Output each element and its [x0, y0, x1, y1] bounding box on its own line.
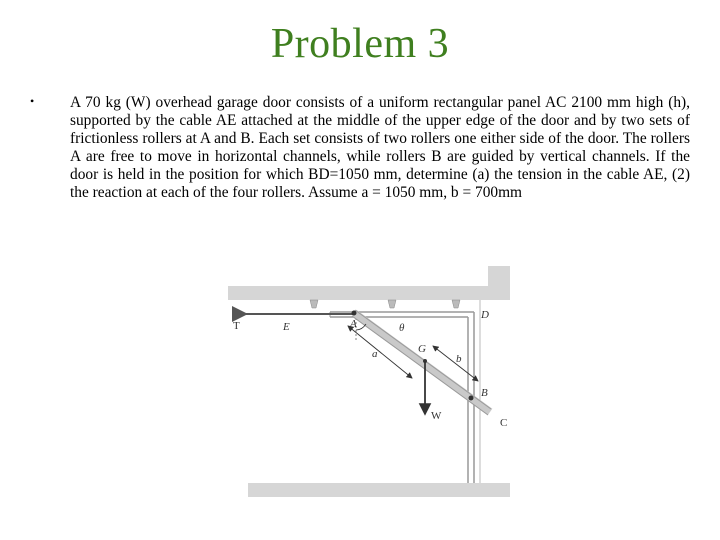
label-dimension-a: a — [372, 348, 378, 360]
label-d: D — [481, 309, 489, 321]
label-t: T — [233, 320, 240, 332]
label-e: E — [283, 321, 290, 333]
label-g: G — [418, 343, 426, 355]
label-dimension-b: b — [456, 353, 462, 365]
bullet-marker: • — [30, 94, 35, 108]
vertical-channel — [468, 300, 480, 483]
roller-a — [352, 311, 357, 316]
problem-statement: A 70 kg (W) overhead garage door consists of a uniform rectangular panel AC 2100 mm high (h), supported by the cable AE attached at the middle of the upper edge of the door and by two sets of frictionless rollers at A and B. Each set consists of two rollers one either side of the door. The rollers A are free to move in horizontal channels, while rollers B are guided by vertical channels. If the door is held in the position for which BD=1050 mm, determine (a) the tension in the cable AE, (2) the reaction at each of the four rollers. Assume a = 1050 mm, b = 700mm — [70, 94, 690, 201]
label-b: B — [481, 387, 488, 399]
roller-b — [469, 396, 474, 401]
label-a: A — [350, 318, 357, 330]
label-theta: θ — [399, 322, 405, 334]
slide-title: Problem 3 — [270, 21, 450, 67]
ceiling — [228, 266, 510, 300]
label-w: W — [431, 410, 442, 422]
label-c: C — [500, 417, 508, 429]
floor — [248, 483, 510, 497]
ceiling-brackets — [310, 300, 460, 308]
